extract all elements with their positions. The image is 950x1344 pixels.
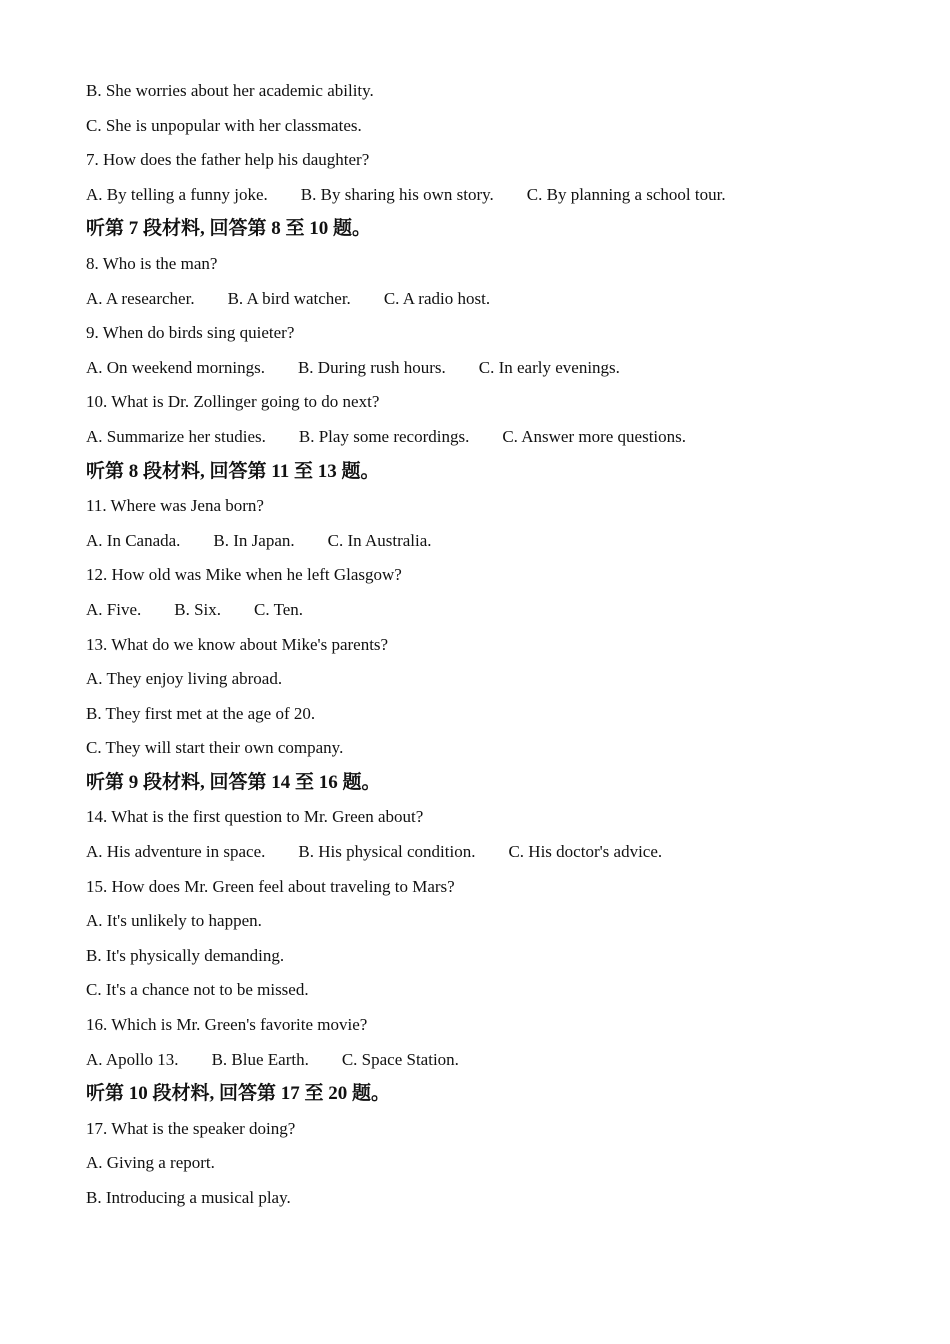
section-heading: 听第 10 段材料, 回答第 17 至 20 题。 (86, 1083, 391, 1105)
answer-option: C. In Australia. (327, 530, 432, 550)
text-line: B. It's physically demanding. (86, 945, 285, 965)
answer-options-row (86, 425, 910, 460)
section-heading: 听第 7 段材料, 回答第 8 至 10 题。 (86, 218, 372, 240)
answer-option: A. On weekend mornings. (86, 357, 265, 377)
text-line: 17. What is the speaker doing? (86, 1118, 296, 1138)
answer-option: C. By planning a school tour. (526, 184, 726, 204)
section-heading: 听第 9 段材料, 回答第 14 至 16 题。 (86, 771, 381, 793)
section-heading: 听第 8 段材料, 回答第 11 至 13 题。 (86, 460, 380, 482)
answer-options-row (86, 356, 910, 391)
text-line: 15. How does Mr. Green feel about traveling to Mars? (86, 876, 455, 896)
exam-page (86, 79, 910, 1221)
text-line: 8. Who is the man? (86, 253, 218, 273)
answer-option: B. In Japan. (213, 530, 295, 550)
answer-option: A. By telling a funny joke. (86, 184, 268, 204)
text-line: 16. Which is Mr. Green's favorite movie? (86, 1015, 368, 1035)
answer-option: C. A radio host. (383, 288, 491, 308)
answer-option: C. Space Station. (341, 1049, 459, 1069)
answer-option: B. Blue Earth. (211, 1049, 309, 1069)
text-line: C. They will start their own company. (86, 738, 344, 758)
answer-option: A. Apollo 13. (86, 1049, 179, 1069)
answer-option: C. Ten. (254, 599, 304, 619)
text-line: B. They first met at the age of 20. (86, 703, 316, 723)
text-line: C. She is unpopular with her classmates. (86, 115, 362, 135)
answer-options-row (86, 183, 910, 218)
text-line: B. Introducing a musical play. (86, 1188, 291, 1207)
text-line: 14. What is the first question to Mr. Green about? (86, 807, 424, 827)
answer-option: B. During rush hours. (297, 357, 446, 377)
answer-option: A. A researcher. (86, 288, 195, 308)
text-line: 10. What is Dr. Zollinger going to do next? (86, 392, 380, 412)
answer-option: B. His physical condition. (298, 842, 476, 862)
answer-option: B. Play some recordings. (298, 426, 470, 446)
answer-option: B. A bird watcher. (227, 288, 351, 308)
answer-option: C. In early evenings. (478, 357, 620, 377)
answer-option: A. In Canada. (86, 530, 181, 550)
answer-option: A. His adventure in space. (86, 842, 266, 862)
text-line: 13. What do we know about Mike's parents? (86, 634, 389, 654)
text-line: B. She worries about her academic ability. (86, 81, 374, 100)
text-line: 11. Where was Jena born? (86, 496, 264, 516)
text-line: A. It's unlikely to happen. (86, 911, 262, 931)
text-line: C. It's a chance not to be missed. (86, 980, 309, 1000)
text-line: A. Giving a report. (86, 1153, 215, 1173)
answer-option: A. Summarize her studies. (86, 426, 266, 446)
answer-options-row (86, 598, 910, 633)
answer-option: C. Answer more questions. (502, 426, 687, 446)
answer-options-row (86, 840, 910, 875)
answer-option: A. Five. (86, 599, 142, 619)
text-line: 7. How does the father help his daughter? (86, 150, 370, 170)
answer-options-row (86, 287, 910, 322)
text-line: 9. When do birds sing quieter? (86, 323, 295, 343)
answer-option: B. By sharing his own story. (300, 184, 494, 204)
answer-option: C. His doctor's advice. (508, 842, 663, 862)
answer-option: B. Six. (174, 599, 222, 619)
answer-options-row (86, 1048, 910, 1083)
text-line: A. They enjoy living abroad. (86, 669, 283, 689)
text-line: 12. How old was Mike when he left Glasgow? (86, 565, 402, 585)
answer-options-row (86, 529, 910, 564)
